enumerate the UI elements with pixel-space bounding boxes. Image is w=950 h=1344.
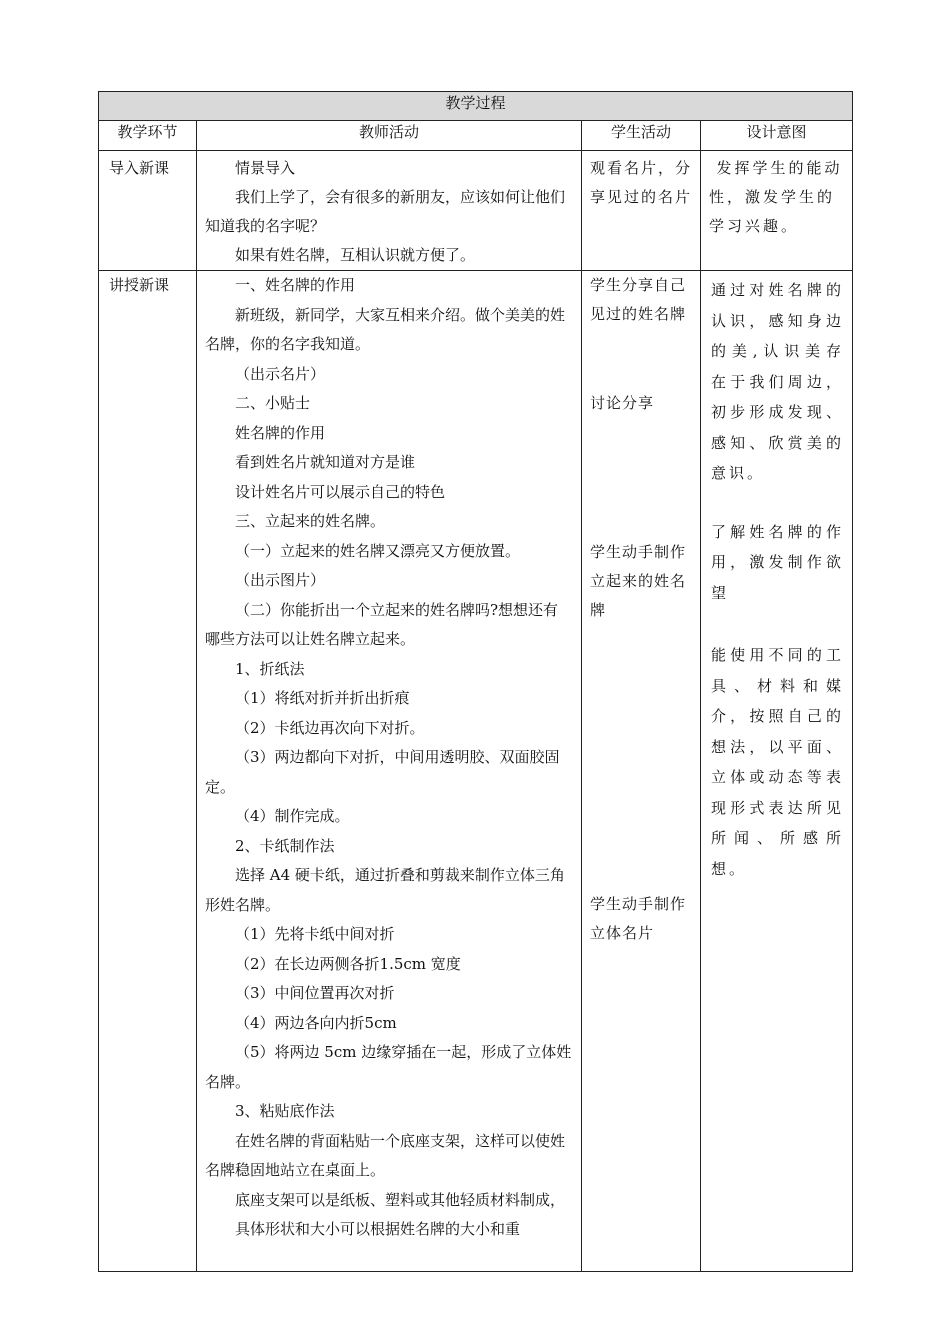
stage-label: 讲授新课: [109, 276, 170, 294]
teacher-line: （2）在长边两侧各折1.5cm 宽度: [235, 954, 461, 973]
student-activity-item: 讨论分享: [590, 394, 655, 412]
student-activity-text: 观看名片，分享见过的名片: [590, 159, 693, 206]
teacher-line: 看到姓名片就知道对方是谁: [235, 453, 416, 471]
teacher-line: （一）立起来的姓名牌又漂亮又方便放置。: [235, 541, 521, 560]
student-activity-cell: [582, 151, 701, 271]
table-row-intro: [99, 151, 853, 271]
teacher-line: 姓名牌的作用: [235, 423, 326, 442]
teacher-line: （3）中间位置再次对折: [235, 984, 395, 1002]
design-intent-cell: [701, 271, 853, 1272]
teacher-line: （4）制作完成。: [235, 807, 350, 825]
stage-cell: [99, 271, 197, 1272]
student-activity-item: 学生动手制作立起来的姓名牌: [590, 543, 687, 619]
header-teacher-activity: 教师活动: [197, 121, 582, 151]
teacher-line: 具体形状和大小可以根据姓名牌的大小和重: [235, 1220, 521, 1238]
teacher-line: （1）先将卡纸中间对折: [235, 925, 395, 943]
design-intent-cell: [701, 151, 853, 271]
teacher-line: （出示图片）: [235, 571, 326, 589]
teacher-line: 我们上学了，会有很多的新朋友，应该如何让他们知道我的名字呢？: [205, 188, 566, 235]
table-title: 教学过程: [99, 92, 853, 121]
teacher-line: （二）你能折出一个立起来的姓名牌吗?想想还有哪些方法可以让姓名牌立起来。: [205, 600, 559, 648]
teacher-line: 3、粘贴底作法: [235, 1102, 335, 1120]
stage-cell: [99, 151, 197, 271]
stage-label: 导入新课: [109, 159, 170, 177]
teacher-line: 在姓名牌的背面粘贴一个底座支架，这样可以使姓名牌稳固地站立在桌面上。: [205, 1131, 566, 1179]
teaching-process-table: [98, 91, 853, 1272]
teacher-line: （3）两边都向下对折，中间用透明胶、双面胶固定。: [205, 748, 560, 796]
teacher-line: 底座支架可以是纸板、塑料或其他轻质材料制成，: [235, 1190, 566, 1209]
header-student-activity: 学生活动: [582, 121, 701, 151]
teacher-line: 如果有姓名牌，互相认识就方便了。: [235, 246, 476, 264]
design-intent-item: 通过对姓名牌的认识，感知身边的美,认识美存在于我们周边，初步形成发现、感知、欣赏美的意识。: [711, 281, 845, 482]
student-activity-cell: [582, 271, 701, 1272]
teacher-line: 1、折纸法: [235, 659, 305, 678]
teacher-line: （1）将纸对折并折出折痕: [235, 689, 410, 707]
teacher-line: 2、卡纸制作法: [235, 836, 335, 855]
teacher-line: 三、立起来的姓名牌。: [235, 512, 386, 530]
teacher-line: 选择 A4 硬卡纸，通过折叠和剪裁来制作立体三角形姓名牌。: [205, 866, 565, 914]
teacher-line: （出示名片）: [235, 364, 326, 383]
teacher-line: 新班级，新同学，大家互相来介绍。做个美美的姓名牌，你的名字我知道。: [205, 305, 566, 353]
teacher-line: （4）两边各向内折5cm: [235, 1013, 397, 1032]
student-activity-item: 学生分享自己见过的姓名牌: [590, 276, 687, 323]
header-stage: 教学环节: [99, 121, 197, 151]
teacher-line: 情景导入: [235, 159, 296, 177]
header-design-intent: 设计意图: [701, 121, 853, 151]
teacher-line: 一、姓名牌的作用: [235, 276, 356, 294]
teacher-line: 二、小贴士: [235, 394, 311, 412]
design-intent-text: 发挥学生的能动性，激发学生的学习兴趣。: [709, 159, 843, 235]
teacher-line: 设计姓名片可以展示自己的特色: [235, 482, 446, 501]
teacher-line: （5）将两边 5cm 边缘穿插在一起，形成了立体姓名牌。: [205, 1043, 572, 1091]
table-row-main: [99, 271, 853, 1272]
teacher-activity-cell: [197, 271, 582, 1272]
student-activity-item: 学生动手制作立体名片: [590, 895, 687, 942]
design-intent-item: 了解姓名牌的作用，激发制作欲望: [711, 522, 845, 602]
design-intent-item: 能使用不同的工具、材料和媒介，按照自己的想法，以平面、立体或动态等表现形式表达所见所闻、所感所想。: [711, 646, 845, 878]
teacher-activity-cell: [197, 151, 582, 271]
teacher-line: （2）卡纸边再次向下对折。: [235, 718, 425, 737]
